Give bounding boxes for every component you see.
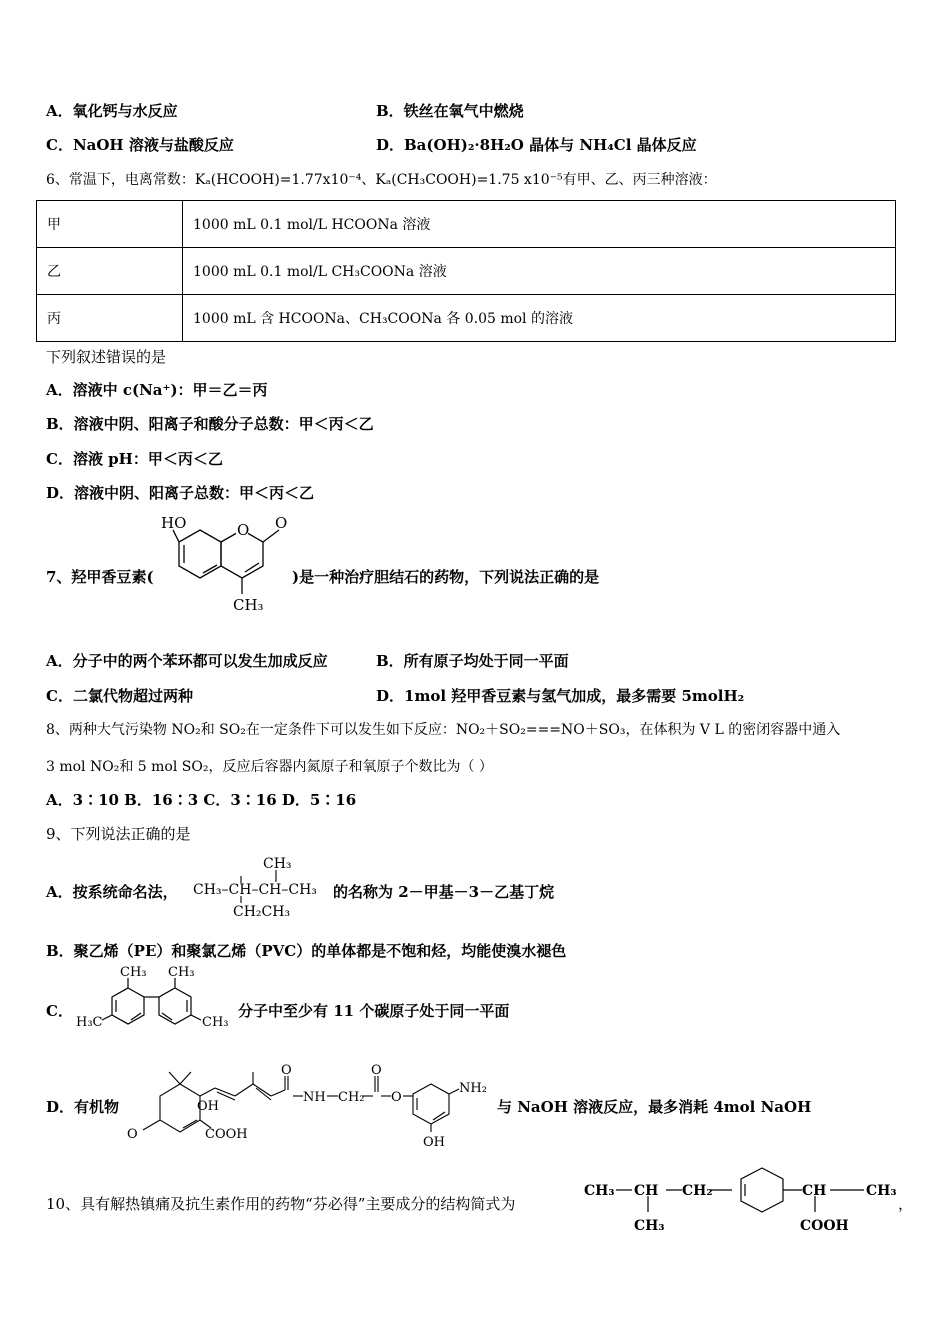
q7-option-c: C．二氯代物超过两种 <box>46 687 193 705</box>
phenol-oh-label: OH <box>423 1135 445 1150</box>
carboxyl-label: COOH <box>800 1218 849 1234</box>
q9-option-d-pre: D．有机物 <box>46 1098 120 1116</box>
table-cell-name: 丙 <box>37 295 183 342</box>
table-cell-name: 甲 <box>37 201 183 248</box>
organic-compound-structure <box>125 1062 495 1152</box>
alkane-structure <box>193 856 333 920</box>
methylene-label: CH₂ <box>338 1090 365 1105</box>
q8-options: A．3∶10 B．16∶3 C．3∶16 D．5∶16 <box>46 791 357 809</box>
q7-option-d: D．1mol 羟甲香豆素与氢气加成，最多需要 5molH₂ <box>376 687 745 705</box>
q7-stem-pre: 7、羟甲香豆素( <box>46 568 154 586</box>
methyl-label: CH₃ <box>866 1183 897 1199</box>
methine-label: CH <box>634 1183 659 1199</box>
methyl-label: CH₃ <box>120 965 147 980</box>
methine-label: CH <box>802 1183 827 1199</box>
hydroxyl-label: HO <box>161 514 187 532</box>
methylene-label: CH₂ <box>682 1183 713 1199</box>
q8-stem-line2: 3 mol NO₂和 5 mol SO₂，反应后容器内氮原子和氧原子个数比为（ ） <box>46 759 493 775</box>
ester-carbonyl-oxygen-label: O <box>371 1063 382 1078</box>
carbonyl-oxygen-label: O <box>275 514 288 532</box>
q9-option-d-post: 与 NaOH 溶液反应，最多消耗 4mol NaOH <box>497 1098 812 1116</box>
q9-option-c-post: 分子中至少有 11 个碳原子处于同一平面 <box>238 1002 510 1020</box>
q5-option-d: D．Ba(OH)₂·8H₂O 晶体与 NH₄Cl 晶体反应 <box>376 136 697 154</box>
q7-option-b: B．所有原子均处于同一平面 <box>376 652 569 670</box>
table-cell-desc: 1000 mL 0.1 mol/L CH₃COONa 溶液 <box>183 248 896 295</box>
q9-option-b: B．聚乙烯（PE）和聚氯乙烯（PVC）的单体都是不饱和烃，均能使溴水褪色 <box>46 942 567 960</box>
methyl-label: CH₃ <box>634 1218 665 1234</box>
amide-oxygen-label: O <box>281 1063 292 1078</box>
biphenyl-structure <box>76 965 236 1030</box>
methyl-label: CH₃ <box>202 1015 229 1030</box>
q6-prompt: 下列叙述错误的是 <box>46 348 167 366</box>
table-cell-desc: 1000 mL 含 HCOONa、CH₃COONa 各 0.05 mol 的溶液 <box>183 295 896 342</box>
q7-option-a: A．分子中的两个苯环都可以发生加成反应 <box>46 652 328 670</box>
ester-oxygen-label: O <box>391 1090 402 1105</box>
ring-oxygen-label: O <box>237 521 250 539</box>
table-cell-desc: 1000 mL 0.1 mol/L HCOONa 溶液 <box>183 201 896 248</box>
methyl-label: CH₃ <box>584 1183 615 1199</box>
amide-nh-label: NH <box>303 1090 326 1105</box>
methyl-label: H₃C <box>76 1015 103 1030</box>
q5-option-c: C．NaOH 溶液与盐酸反应 <box>46 136 234 154</box>
main-chain-label: CH₃–CH–CH–CH₃ <box>193 882 317 898</box>
q6-option-d: D．溶液中阴、阳离子总数：甲＜丙＜乙 <box>46 484 315 502</box>
q9-option-c-pre: C． <box>46 1002 73 1020</box>
q9-option-a-post: 的名称为 2－甲基－3－乙基丁烷 <box>333 883 555 901</box>
q5-option-b: B．铁丝在氧气中燃烧 <box>376 102 524 120</box>
q9-stem: 9、下列说法正确的是 <box>46 825 191 843</box>
q5-option-a: A．氧化钙与水反应 <box>46 102 178 120</box>
q10-stem: 10、具有解热镇痛及抗生素作用的药物“芬必得”主要成分的结构简式为 <box>46 1195 516 1213</box>
q7-stem-post: )是一种治疗胆结石的药物，下列说法正确的是 <box>292 568 600 586</box>
ibuprofen-structure <box>584 1160 904 1240</box>
q6-option-c: C．溶液 pH：甲＜丙＜乙 <box>46 450 223 468</box>
q6-solution-table <box>36 200 896 342</box>
top-methyl-label: CH₃ <box>263 856 292 872</box>
table-cell-name: 乙 <box>37 248 183 295</box>
table-row <box>37 201 896 248</box>
q10-trailing-comma: ， <box>898 1195 914 1213</box>
methyl-label: CH₃ <box>168 965 195 980</box>
ketone-oxygen-label: O <box>127 1127 138 1142</box>
q6-stem: 6、常温下，电离常数：Kₐ(HCOOH)=1.77x10⁻⁴、Kₐ(CH₃COOH)=1.75 x10⁻⁵有甲、乙、丙三种溶液： <box>46 172 717 188</box>
hydroxyl-label: OH <box>197 1099 219 1114</box>
q6-option-a: A．溶液中 c(Na⁺)：甲＝乙＝丙 <box>46 381 268 399</box>
coumarin-structure <box>155 510 295 620</box>
table-row <box>37 295 896 342</box>
carboxyl-label: COOH <box>205 1127 248 1142</box>
ethyl-label: CH₂CH₃ <box>233 904 291 920</box>
q9-option-a-pre: A．按系统命名法， <box>46 883 178 901</box>
table-row <box>37 248 896 295</box>
q8-stem-line1: 8、两种大气污染物 NO₂和 SO₂在一定条件下可以发生如下反应：NO₂＋SO₂===NO＋SO₃，在体积为 V L 的密闭容器中通入 <box>46 722 841 738</box>
methyl-label: CH₃ <box>233 596 264 614</box>
amino-label: NH₂ <box>459 1081 487 1096</box>
q6-option-b: B．溶液中阴、阳离子和酸分子总数：甲＜丙＜乙 <box>46 415 374 433</box>
